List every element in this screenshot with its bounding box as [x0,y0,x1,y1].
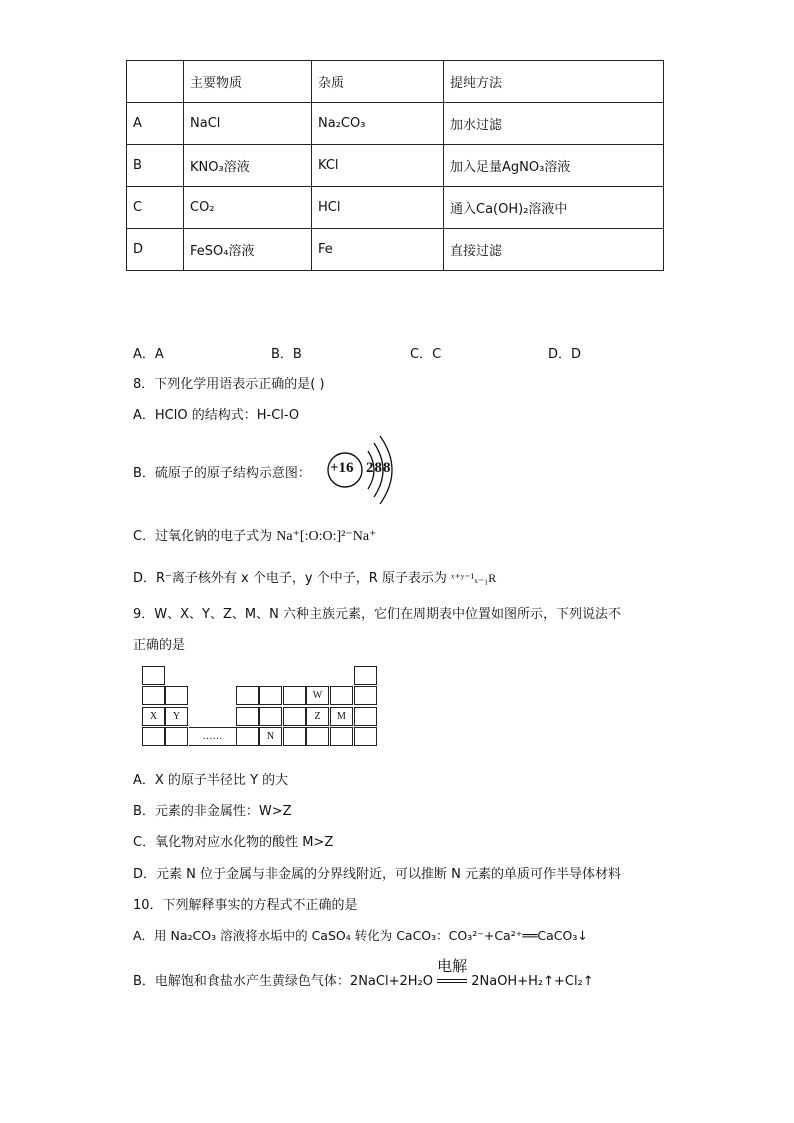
substance-cell: KNO₃溶液 [184,145,312,187]
reaction-condition: 电解 [437,956,468,975]
q9-stem-line1: 9．W、X、Y、Z、M、N 六种主族元素，它们在周期表中位置如图所示，下列说法不 [133,607,621,622]
pt-cell [236,707,259,726]
q9-option-d: D．元素 N 位于金属与非金属的分界线附近，可以推断 N 元素的单质可作半导体材料 [133,867,621,882]
pt-cell [354,666,377,685]
pt-cell [283,727,306,746]
table-row [127,103,664,145]
atom-structure-diagram [326,433,406,507]
q9-option-c: C．氧化物对应水化物的酸性 M>Z [133,835,334,850]
header-cell: 提纯方法 [444,61,664,103]
pt-cell [354,707,377,726]
row-label: B [127,145,184,187]
method-cell: 直接过滤 [444,229,664,271]
purification-table [126,60,664,271]
pt-cell-w: W [306,686,329,705]
pt-cell [259,707,282,726]
pt-cell [236,686,259,705]
pt-cell [142,727,165,746]
impurity-cell: Na₂CO₃ [312,103,444,145]
q8-option-b-label: B．硫原子的原子结构示意图： [133,466,311,481]
pt-cell-dots: …… [189,727,236,746]
q8-option-c [133,525,376,545]
sodium-peroxide-formula: Na⁺[:O:O:]²⁻Na⁺ [276,529,377,544]
pt-cell-y: Y [165,707,188,726]
q10-option-b [133,956,594,989]
reaction-arrow [437,956,468,989]
q10-option-a: A．用 Na₂CO₃ 溶液将水垢中的 CaSO₄ 转化为 CaCO₃：CO₃²⁻+Ca²⁺══CaCO₃↓ [133,928,588,943]
header-cell: 主要物质 [184,61,312,103]
q8-option-a: A．HClO 的结构式：H-Cl-O [133,408,300,423]
pt-cell [330,727,353,746]
q10-option-b-label: B．电解饱和食盐水产生黄绿色气体：2NaCl+2H₂O [133,974,433,989]
method-cell: 加水过滤 [444,103,664,145]
nuclide-symbol: ˣ⁺ʸ⁻¹ₓ₋₁R [451,571,497,585]
table-header-row [127,61,664,103]
q7-option-a: A．A [133,347,164,362]
pt-cell-n: N [259,727,282,746]
pt-cell [142,686,165,705]
equals-line-bottom [437,982,467,983]
pt-cell [306,727,329,746]
q8-option-c-label: C．过氧化钠的电子式为 [133,529,273,544]
header-cell [127,61,184,103]
pt-cell-z: Z [306,707,329,726]
impurity-cell: Fe [312,229,444,271]
pt-cell [283,686,306,705]
pt-cell [354,727,377,746]
electron-shells: 288 [366,460,392,476]
pt-cell [236,727,259,746]
impurity-cell: KCl [312,145,444,187]
method-cell: 通入Ca(OH)₂溶液中 [444,187,664,229]
table-row [127,187,664,229]
pt-cell [354,686,377,705]
method-cell: 加入足量AgNO₃溶液 [444,145,664,187]
substance-cell: NaCl [184,103,312,145]
pt-cell [283,707,306,726]
q7-option-b: B．B [271,347,302,362]
q8-option-d [133,567,496,586]
row-label: D [127,229,184,271]
q7-option-d: D．D [548,347,582,362]
pt-cell [142,666,165,685]
table-row [127,145,664,187]
q10-stem: 10．下列解释事实的方程式不正确的是 [133,898,358,913]
table-row [127,229,664,271]
q7-option-c: C．C [410,347,442,362]
pt-cell [330,686,353,705]
impurity-cell: HCl [312,187,444,229]
substance-cell: FeSO₄溶液 [184,229,312,271]
pt-cell [165,686,188,705]
q10-option-b-product: 2NaOH+H₂↑+Cl₂↑ [471,974,594,989]
q9-stem-line2: 正确的是 [133,638,186,653]
q8-stem: 8．下列化学用语表示正确的是( ) [133,377,325,392]
equals-line-top [437,979,467,980]
pt-cell-x: X [142,707,165,726]
nucleus-charge: +16 [330,460,354,476]
substance-cell: CO₂ [184,187,312,229]
pt-cell [259,686,282,705]
row-label: C [127,187,184,229]
header-cell: 杂质 [312,61,444,103]
pt-cell-m: M [330,707,353,726]
q8-option-d-text: D．R⁻离子核外有 x 个电子，y 个中子，R 原子表示为 [133,571,447,586]
q9-option-a: A．X 的原子半径比 Y 的大 [133,773,289,788]
q9-option-b: B．元素的非金属性：W>Z [133,804,292,819]
pt-cell [165,727,188,746]
row-label: A [127,103,184,145]
